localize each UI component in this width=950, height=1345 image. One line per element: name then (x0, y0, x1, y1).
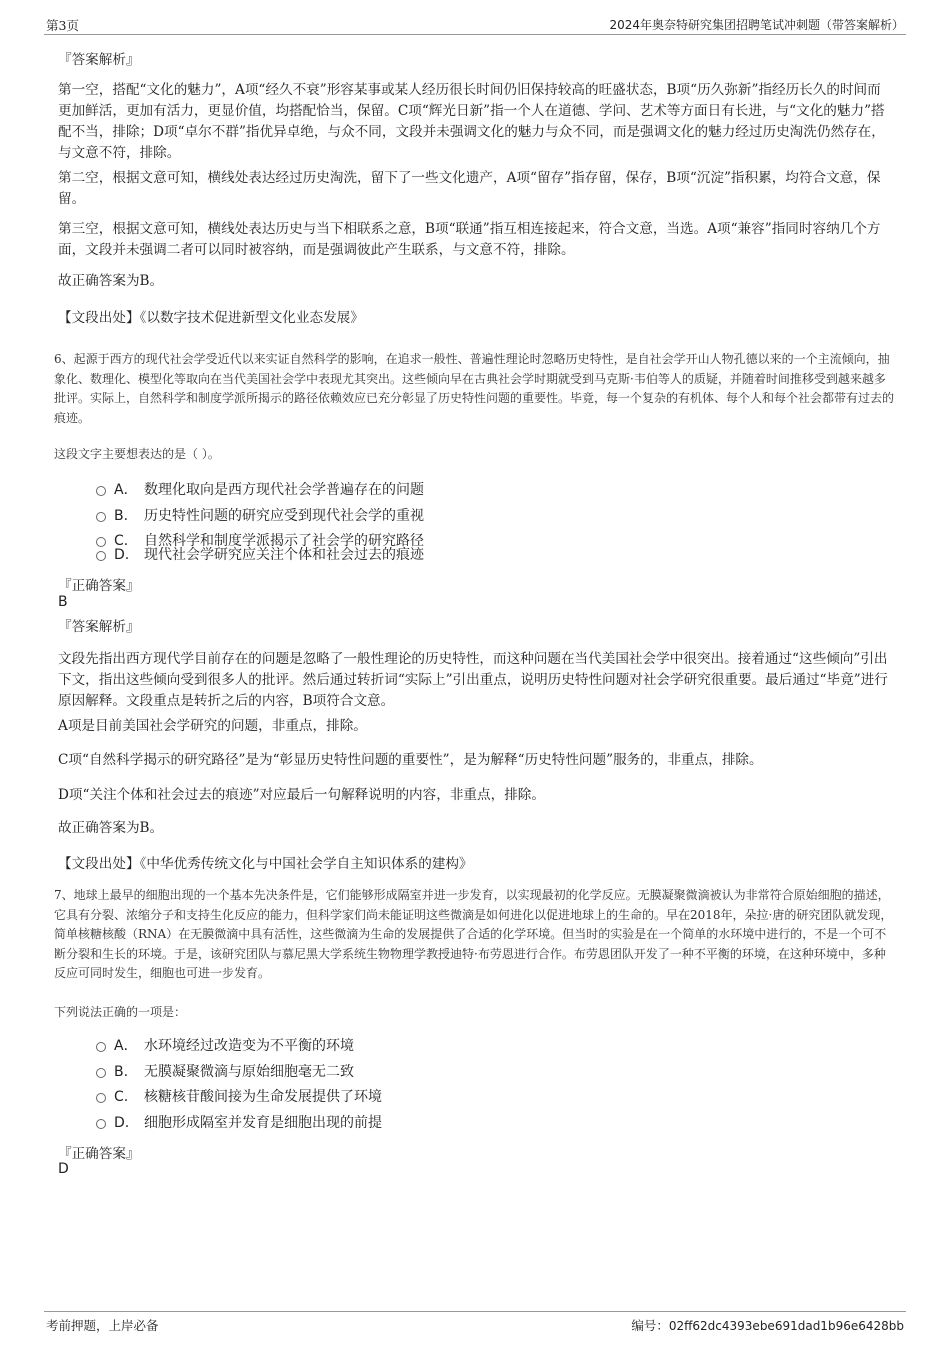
option-letter: B. (114, 508, 129, 524)
option-text: 水环境经过改造变为不平衡的环境 (144, 1038, 354, 1054)
option-text: 核糖核苷酸间接为生命发展提供了环境 (144, 1089, 382, 1105)
q5-analysis-para3: 第三空，根据文意可知，横线处表达历史与当下相联系之意，B项“联通”指互相连接起来，符合文意，当选。A项“兼容”指同时容纳几个方面，文段并未强调二者可以同时被容纳，而是强调彼此产生联系，与文意不符，排除。 (58, 221, 881, 258)
q6-answer: B (58, 594, 68, 610)
option-letter: C. (114, 533, 129, 549)
q6-analysis-para4: D项“关注个体和社会过去的痕迹”对应最后一句解释说明的内容，非重点，排除。 (58, 787, 545, 803)
q6-option-b[interactable] (96, 506, 424, 526)
q7-stem: 7、地球上最早的细胞出现的一个基本先决条件是，它们能够形成隔室并进一步发育，以实现最初的化学反应。无膜凝聚微滴被认为非常符合原始细胞的描述，它具有分裂、浓缩分子和支持生化反应的能力，但科学家们尚未能证明这些微滴是如何进化以促进地球上的生命的。早在2018年，朵拉·唐的研究团队就发现，简单核糖核酸（RNA）在无膜微滴中具有活性，这些微滴为生命的发展提供了合适的化学环境。但当时的实验是在一个简单的水环境中进行的，不是一个可不断分裂和生长的环境。于是，该研究团队与慕尼黑大学系统生物物理学教授迪特·布劳恩进行合作。布劳恩团队开发了一种不平衡的环境，在这种环境中，多种反应可同时发生，细胞也可进一步发育。 (54, 888, 893, 980)
option-text: 数理化取向是西方现代社会学普遍存在的问题 (144, 482, 424, 498)
q6-conclusion: 故正确答案为B。 (58, 820, 164, 836)
radio-icon[interactable] (96, 1068, 106, 1078)
option-letter: D. (114, 547, 130, 563)
q6-analysis-para2: A项是目前美国社会学研究的问题，非重点，排除。 (58, 718, 367, 734)
page-footer (44, 1311, 906, 1332)
option-text: 现代社会学研究应关注个体和社会过去的痕迹 (144, 547, 424, 563)
q5-analysis-para1: 第一空，搭配“文化的魅力”，A项“经久不衰”形容某事或某人经历很长时间仍旧保持较高的旺盛状态，B项“历久弥新”指经历长久的时间而更加鲜活，更加有活力，更显价值，均搭配恰当，保留。C项“辉光日新”指一个人在道德、学问、艺术等方面日有长进，与“文化的魅力”搭配不当，排除；D项“卓尔不群”指优异卓绝，与众不同，文段并未强调文化的魅力与众不同，而是强调文化的魅力经过历史淘洗仍然存在，与文意不符，排除。 (58, 82, 885, 161)
radio-icon[interactable] (96, 1042, 106, 1052)
footer-slogan: 考前押题，上岸必备 (46, 1318, 159, 1333)
q7-option-d[interactable] (96, 1113, 382, 1133)
q5-analysis-para2: 第二空，根据文意可知，横线处表达经过历史淘洗，留下了一些文化遗产，A项“留存”指存留，保存，B项“沉淀”指积累，均符合文意，保留。 (58, 170, 881, 207)
option-letter: D. (114, 1115, 130, 1131)
page-number: 第3页 (46, 18, 79, 33)
option-text: 无膜凝聚微滴与原始细胞毫无二致 (144, 1064, 354, 1080)
option-text: 自然科学和制度学派揭示了社会学的研究路径 (144, 533, 424, 549)
code-label: 编号： (631, 1318, 669, 1333)
option-text: 历史特性问题的研究应受到现代社会学的重视 (144, 508, 424, 524)
q6-analysis-para3: C项“自然科学揭示的研究路径”是为“彰显历史特性问题的重要性”，是为解释“历史特性问题”服务的，非重点，排除。 (58, 752, 763, 768)
radio-icon[interactable] (96, 1093, 106, 1103)
radio-icon[interactable] (96, 551, 106, 561)
q6-option-a[interactable] (96, 480, 424, 500)
q6-analysis-para1: 文段先指出西方现代学目前存在的问题是忽略了一般性理论的历史特性，而这种问题在当代美国社会学中很突出。接着通过“这些倾向”引出下文，指出这些倾向受到很多人的批评。然后通过转折词“实际上”引出重点，说明历史特性问题对社会学研究很重要。最后通过“毕竟”进行原因解释。文段重点是转折之后的内容，B项符合文意。 (58, 651, 888, 709)
q5-conclusion: 故正确答案为B。 (58, 273, 164, 289)
q5-source: 【文段出处】《以数字技术促进新型文化业态发展》 (58, 310, 364, 326)
q5-analysis-label: 『答案解析』 (58, 52, 140, 68)
document-title: 2024年奥奈特研究集团招聘笔试冲刺题（带答案解析） (609, 18, 904, 32)
q6-stem: 6、起源于西方的现代社会学受近代以来实证自然科学的影响，在追求一般性、普遍性理论时忽略历史特性，是自社会学开山人物孔德以来的一个主流倾向，抽象化、数理化、模型化等取向在当代美国社会学中表现尤其突出。这些倾向早在古典社会学时期就受到马克斯·韦伯等人的质疑，并随着时间推移受到越来越多批评。实际上，自然科学和制度学派所揭示的路径依赖效应已充分彰显了历史特性问题的重要性。毕竟，每一个复杂的有机体、每个人和每个社会都带有过去的痕迹。 (54, 352, 895, 425)
q6-source: 【文段出处】《中华优秀传统文化与中国社会学自主知识体系的建构》 (58, 856, 473, 872)
q6-answer-label: 『正确答案』 (58, 578, 140, 594)
radio-icon[interactable] (96, 486, 106, 496)
radio-icon[interactable] (96, 512, 106, 522)
q6-analysis-label: 『答案解析』 (58, 619, 140, 635)
q6-option-d[interactable] (96, 545, 424, 565)
q6-question: 这段文字主要想表达的是（ ）。 (54, 447, 220, 461)
option-letter: A． (114, 1038, 138, 1054)
code-value: 02ff62dc4393ebe691dad1b96e6428bb (668, 1319, 904, 1333)
q7-option-a[interactable] (96, 1036, 354, 1056)
radio-icon[interactable] (96, 1119, 106, 1129)
q7-answer-label: 『正确答案』 (58, 1146, 140, 1162)
option-letter: C. (114, 1089, 129, 1105)
option-letter: A． (114, 482, 138, 498)
q7-answer: D (58, 1161, 69, 1177)
q7-option-c[interactable] (96, 1087, 382, 1107)
option-text: 细胞形成隔室并发育是细胞出现的前提 (144, 1115, 382, 1131)
document-code (631, 1316, 904, 1334)
option-letter: B. (114, 1064, 129, 1080)
page-header (44, 14, 906, 35)
q7-option-b[interactable] (96, 1062, 354, 1082)
q7-question: 下列说法正确的一项是： (54, 1005, 187, 1019)
